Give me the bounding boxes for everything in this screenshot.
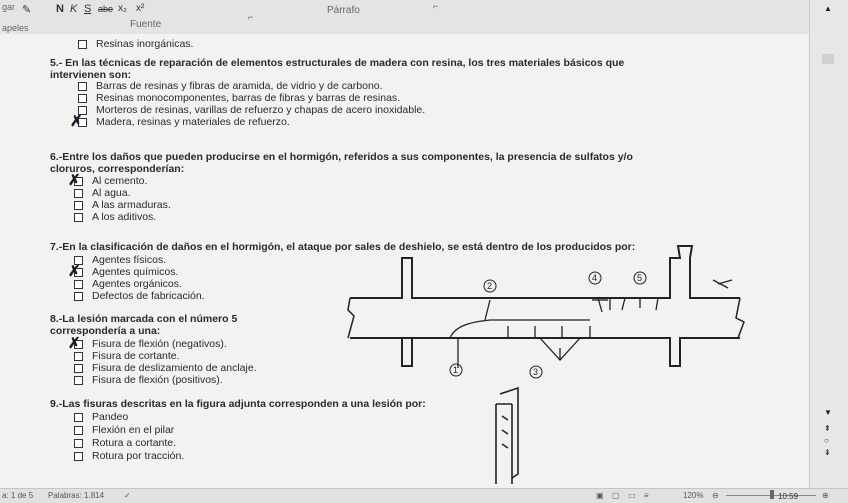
- beam-crack-diagram: [340, 240, 780, 390]
- paragraph-dialog-launcher-icon[interactable]: ⌐: [433, 1, 439, 11]
- previous-page-icon[interactable]: ⇞: [824, 424, 831, 433]
- subscript-button[interactable]: x₂: [118, 3, 127, 14]
- checkbox[interactable]: [74, 201, 83, 210]
- paragraph-group-label: Párrafo: [327, 5, 360, 16]
- vertical-scrollbar[interactable]: [809, 0, 848, 488]
- figure-label: 1: [453, 365, 459, 375]
- zoom-slider-thumb[interactable]: [770, 490, 774, 499]
- list-item: Resinas monocomponentes, barras de fibras y barras de resinas.: [78, 92, 400, 104]
- bold-button[interactable]: N: [56, 3, 64, 15]
- underline-button[interactable]: S: [84, 3, 92, 15]
- font-group-label: Fuente: [130, 19, 162, 30]
- clipboard-fragment: gar: [2, 2, 16, 12]
- checkbox[interactable]: [74, 280, 83, 289]
- status-bar: [0, 488, 848, 503]
- checkbox[interactable]: [74, 439, 83, 448]
- checkbox[interactable]: [74, 364, 83, 373]
- list-item: A los aditivos.: [74, 211, 156, 223]
- list-item: Resinas inorgánicas.: [78, 38, 193, 50]
- checkbox[interactable]: [74, 292, 83, 301]
- checkbox[interactable]: [74, 413, 83, 422]
- list-item: Barras de resinas y fibras de aramida, de vidrio y de carbono.: [78, 80, 383, 92]
- full-screen-icon[interactable]: ▢: [612, 491, 620, 500]
- print-layout-icon[interactable]: ▣: [596, 491, 604, 500]
- strikethrough-button[interactable]: abe: [98, 4, 114, 14]
- column-crack-diagram: [488, 386, 528, 486]
- word-count[interactable]: Palabras: 1.814: [48, 491, 105, 500]
- checkbox[interactable]: [74, 376, 83, 385]
- list-item: Rotura por tracción.: [74, 450, 184, 462]
- list-item: Agentes químicos.: [74, 266, 178, 278]
- list-item: Defectos de fabricación.: [74, 290, 205, 302]
- checkbox[interactable]: [74, 426, 83, 435]
- handwritten-cross-mark: ✗: [68, 335, 81, 352]
- document-page[interactable]: [0, 34, 810, 488]
- scroll-thumb[interactable]: [822, 54, 834, 64]
- list-item: Madera, resinas y materiales de refuerzo.: [78, 116, 290, 128]
- list-item: Al cemento.: [74, 175, 147, 187]
- outline-icon[interactable]: ≡: [644, 491, 649, 500]
- list-item: Morteros de resinas, varillas de refuerzo y chapas de acero inoxidable.: [78, 104, 425, 116]
- question-8-cont: correspondería a una:: [50, 325, 161, 337]
- ribbon: [0, 0, 848, 35]
- question-8: 8.-La lesión marcada con el número 5: [50, 313, 238, 325]
- list-item: Agentes orgánicos.: [74, 278, 182, 290]
- checkbox[interactable]: [78, 40, 87, 49]
- scroll-down-icon[interactable]: ▼: [824, 408, 832, 417]
- checkbox[interactable]: [74, 452, 83, 461]
- proofing-icon[interactable]: ✓: [124, 491, 131, 500]
- figure-label: 2: [487, 281, 493, 291]
- italic-button[interactable]: K: [70, 3, 78, 15]
- next-page-icon[interactable]: ⇟: [824, 448, 831, 457]
- list-item: Agentes físicos.: [74, 254, 166, 266]
- list-item: Flexión en el pilar: [74, 424, 174, 436]
- question-9: 9.-Las fisuras descritas en la figura adjunta corresponden a una lesión por:: [50, 398, 426, 410]
- handwritten-cross-mark: ✗: [68, 263, 81, 280]
- superscript-button[interactable]: x²: [136, 3, 145, 14]
- question-6: 6.-Entre los daños que pueden producirse en el hormigón, referidos a sus componentes, la presencia de sulfatos y/o: [50, 151, 633, 163]
- list-item: Fisura de cortante.: [74, 350, 180, 362]
- list-item: Fisura de flexión (negativos).: [74, 338, 227, 350]
- scroll-up-icon[interactable]: ▲: [824, 4, 832, 13]
- zoom-in-icon[interactable]: ⊕: [822, 491, 829, 500]
- checkbox[interactable]: [78, 82, 87, 91]
- handwritten-cross-mark: ✗: [68, 172, 81, 189]
- question-6-cont: cloruros, corresponderían:: [50, 163, 185, 175]
- format-painter-icon[interactable]: ✎: [22, 4, 32, 16]
- browse-object-icon[interactable]: ○: [824, 436, 829, 445]
- zoom-out-icon[interactable]: ⊖: [712, 491, 719, 500]
- checkbox[interactable]: [78, 94, 87, 103]
- checkbox[interactable]: [74, 213, 83, 222]
- font-dialog-launcher-icon[interactable]: ⌐: [248, 12, 254, 22]
- web-layout-icon[interactable]: ▭: [628, 491, 636, 500]
- list-item: A las armaduras.: [74, 199, 171, 211]
- clipboard-group-label: apeles: [2, 23, 29, 33]
- list-item: Pandeo: [74, 411, 128, 423]
- list-item: Rotura a cortante.: [74, 437, 176, 449]
- list-item: Fisura de flexión (positivos).: [74, 374, 223, 386]
- figure-label: 4: [592, 273, 598, 283]
- clock: 10:59: [778, 492, 799, 501]
- zoom-level[interactable]: 120%: [683, 491, 704, 500]
- question-7: 7.-En la clasificación de daños en el hormigón, el ataque por sales de deshielo, se está dentro de los producidos por:: [50, 241, 636, 253]
- page-counter[interactable]: a: 1 de 5: [2, 491, 34, 500]
- question-5: 5.- En las técnicas de reparación de elementos estructurales de madera con resina, los tres materiales básicos que: [50, 57, 625, 69]
- checkbox[interactable]: [74, 189, 83, 198]
- figure-label: 3: [533, 367, 539, 377]
- question-5-cont: intervienen son:: [50, 69, 132, 81]
- list-item: Fisura de deslizamiento de anclaje.: [74, 362, 257, 374]
- checkbox[interactable]: [74, 352, 83, 361]
- figure-label: 5: [637, 273, 643, 283]
- handwritten-cross-mark: ✗: [70, 113, 83, 130]
- list-item: Al agua.: [74, 187, 131, 199]
